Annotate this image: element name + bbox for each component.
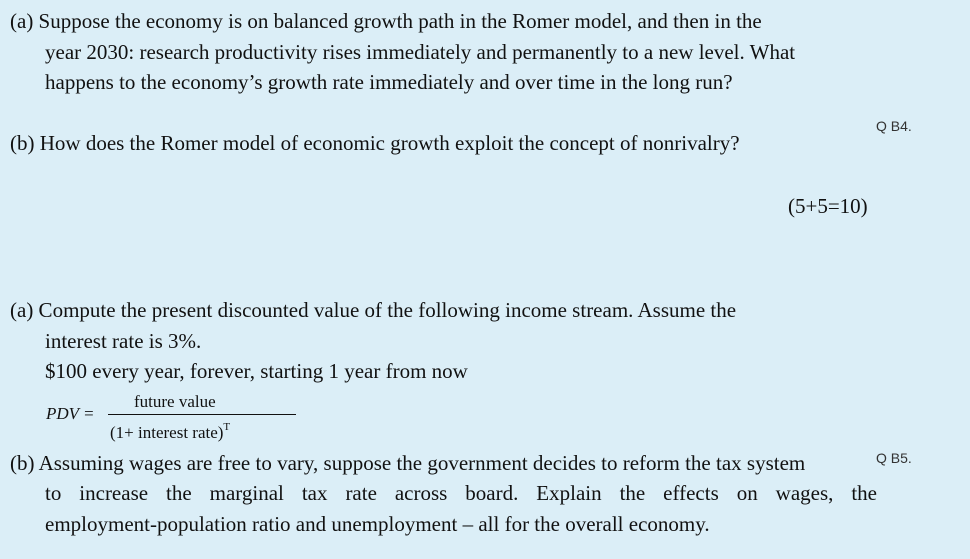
q4-part-a-line-2: year 2030: research productivity rises immediately and permanently to a new level. What	[45, 40, 796, 64]
pdv-formula	[46, 392, 266, 446]
formula-denominator	[110, 421, 230, 443]
question-number-label: Q B4.	[876, 118, 912, 134]
denominator-text: (1+ interest rate)	[110, 423, 224, 442]
q5-part-b-line-1: (b) Assuming wages are free to vary, suppose the government decides to reform the tax system	[10, 451, 806, 475]
question-number-label: Q B5.	[876, 450, 912, 466]
q5-part-a-line-2: interest rate is 3%.	[45, 329, 202, 353]
q5-part-a-line-1: (a) Compute the present discounted value of the following income stream. Assume the	[10, 298, 737, 322]
q5-part-b-line-3: employment-population ratio and unemployment – all for the overall economy.	[45, 512, 710, 536]
q4-part-a-line-3: happens to the economy’s growth rate immediately and over time in the long run?	[45, 70, 733, 94]
q5-part-b-line-2: to increase the marginal tax rate across board. Explain the effects on wages, the	[45, 481, 877, 505]
formula-exponent: T	[223, 421, 231, 433]
q4-part-a-line-1: (a) Suppose the economy is on balanced growth path in the Romer model, and then in the	[10, 9, 762, 33]
q4-part-b-line-1: (b) How does the Romer model of economic growth exploit the concept of nonrivalry?	[10, 131, 740, 155]
formula-numerator: future value	[134, 392, 216, 411]
formula-lhs: PDV =	[46, 404, 95, 423]
q5-part-a-line-3: $100 every year, forever, starting 1 year from now	[45, 359, 468, 383]
fraction-bar	[108, 414, 296, 415]
marks-allocation: (5+5=10)	[788, 194, 868, 218]
